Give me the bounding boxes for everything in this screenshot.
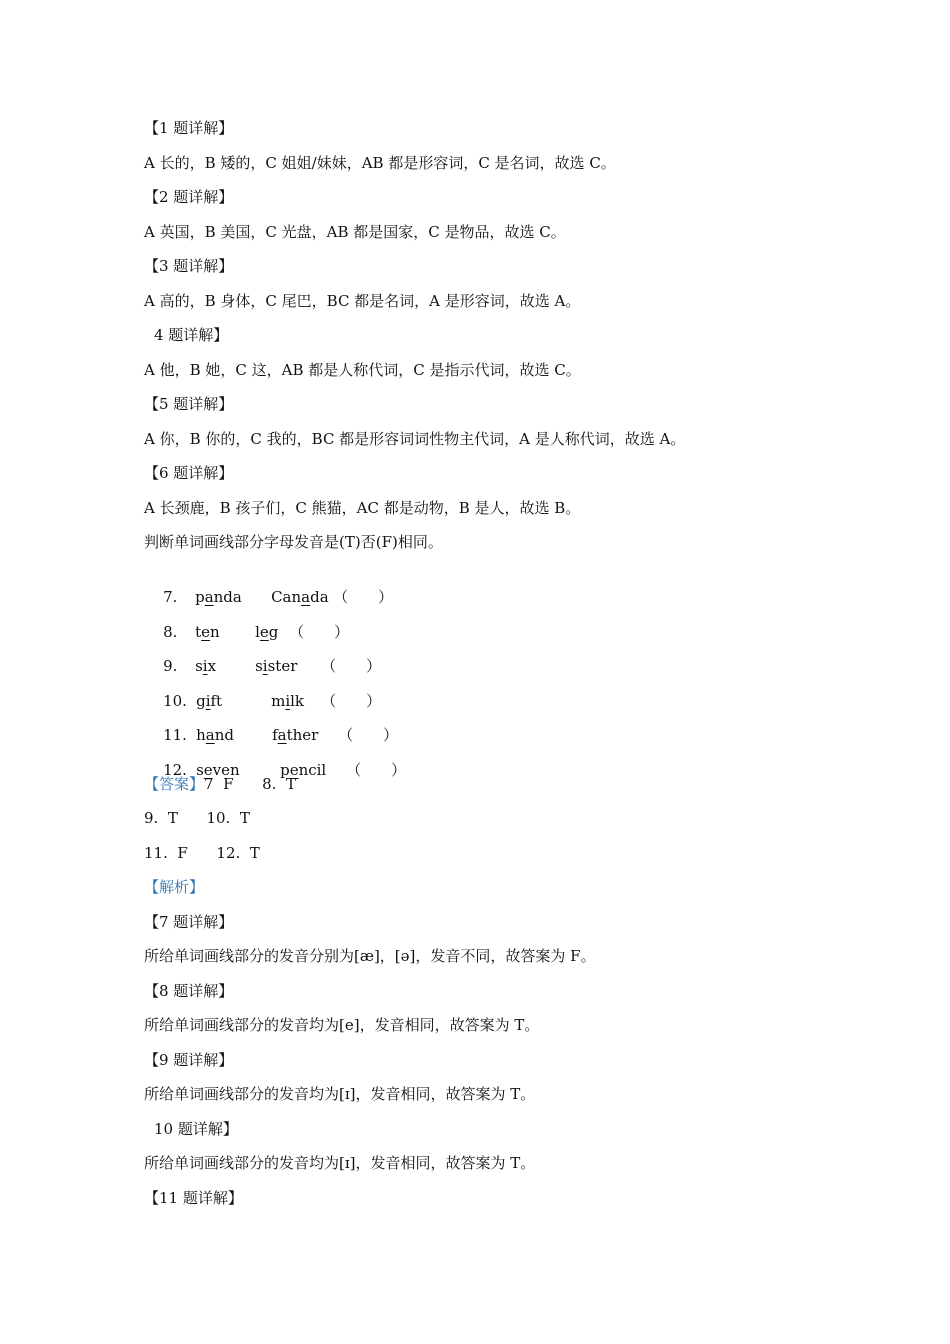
section-text-4: A 他，B 她，C 这，AB 都是人称代词，C 是指示代词，故选 C。: [144, 361, 581, 379]
word-2: Canada: [271, 588, 329, 606]
section-heading-5: 【5 题详解】: [144, 395, 234, 413]
word-1: gift: [196, 692, 223, 710]
section-heading-1: 【1 题详解】: [144, 119, 234, 137]
section-text-6: A 长颈鹿，B 孩子们，C 熊猫，AC 都是动物，B 是人，故选 B。: [144, 499, 581, 517]
answer-blank: （ ）: [338, 726, 399, 744]
answer-blank: （ ）: [289, 623, 350, 641]
question-number: 10.: [163, 692, 187, 710]
question-number: 12.: [163, 761, 187, 779]
section-text-5: A 你，B 你的，C 我的，BC 都是形容词词性物主代词，A 是人称代词，故选 A。: [144, 430, 686, 448]
answer-line-3: 11. F 12. T: [144, 844, 260, 862]
answer-blank: （ ）: [321, 657, 382, 675]
word-2: sister: [255, 657, 298, 675]
word-1: panda: [195, 588, 242, 606]
answer-blank: （ ）: [333, 588, 394, 606]
section-heading-3: 【3 题详解】: [144, 257, 234, 275]
word-1: six: [195, 657, 217, 675]
section-heading-10: 10 题详解】: [154, 1120, 238, 1138]
word-2: leg: [255, 623, 279, 641]
section-heading-2: 【2 题详解】: [144, 188, 234, 206]
section-heading-7: 【7 题详解】: [144, 913, 234, 931]
section-heading-6: 【6 题详解】: [144, 464, 234, 482]
word-2: milk: [271, 692, 305, 710]
question-number: 9.: [163, 657, 178, 675]
section-text-9: 所给单词画线部分的发音均为[ɪ]，发音相同，故答案为 T。: [144, 1085, 536, 1103]
section-text-3: A 高的，B 身体，C 尾巴，BC 都是名词，A 是形容词，故选 A。: [144, 292, 581, 310]
word-2: pencil: [280, 761, 327, 779]
answer-text: 7 F 8. T: [204, 775, 296, 793]
word-1: ten: [195, 623, 220, 641]
word-2: father: [272, 726, 319, 744]
section-heading-9: 【9 题详解】: [144, 1051, 234, 1069]
section-text-2: A 英国，B 美国，C 光盘，AB 都是国家，C 是物品，故选 C。: [144, 223, 566, 241]
section-text-7: 所给单词画线部分的发音分别为[æ]，[ə]，发音不同，故答案为 F。: [144, 947, 596, 965]
word-1: hand: [196, 726, 234, 744]
section-text-10: 所给单词画线部分的发音均为[ɪ]，发音相同，故答案为 T。: [144, 1154, 536, 1172]
section-heading-4: 4 题详解】: [154, 326, 229, 344]
analysis-tag: 【解析】: [144, 878, 205, 896]
section-text-1: A 长的，B 矮的，C 姐姐/妹妹，AB 都是形容词，C 是名词，故选 C。: [144, 154, 616, 172]
question-number: 7.: [163, 588, 178, 606]
section-heading-11: 【11 题详解】: [144, 1189, 243, 1207]
section-heading-8: 【8 题详解】: [144, 982, 234, 1000]
answer-line-2: 9. T 10. T: [144, 809, 250, 827]
instruction: 判断单词画线部分字母发音是(T)否(F)相同。: [144, 533, 443, 551]
answer-line-1: [144, 774, 296, 794]
word-1: seven: [196, 761, 240, 779]
question-number: 11.: [163, 726, 187, 744]
question-number: 8.: [163, 623, 178, 641]
answer-tag: 【答案】: [144, 775, 205, 793]
section-text-8: 所给单词画线部分的发音均为[e]，发音相同，故答案为 T。: [144, 1016, 540, 1034]
answer-blank: （ ）: [346, 761, 407, 779]
answer-blank: （ ）: [321, 692, 382, 710]
